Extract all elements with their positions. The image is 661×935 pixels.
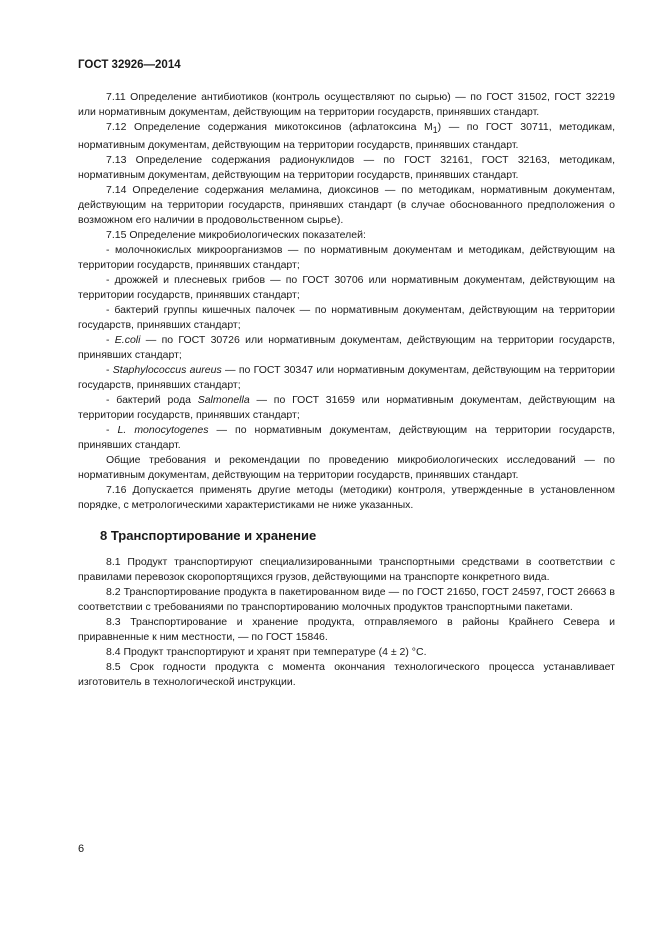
list-item-staphylococcus: [78, 363, 615, 393]
clause-text: 7.12 Определение содержания микотоксинов (афлатоксина M: [106, 121, 433, 133]
clause-8-2: 8.2 Транспортирование продукта в пакетированном виде — по ГОСТ 21650, ГОСТ 24597, ГОСТ 26663 в соответствии с требованиями по транспортированию молочных продуктов транспортными пакетами.: [78, 586, 615, 614]
section-8-title: 8 Транспортирование и хранение: [100, 528, 317, 544]
list-item-lactic: - молочнокислых микроорганизмов — по нормативным документам и методикам, действующим на территории государств, принявших стандарт;: [78, 244, 615, 272]
clause-8-4: 8.4 Продукт транспортируют и хранят при температуре (4 ± 2) °С.: [106, 646, 427, 659]
clause-8-1: 8.1 Продукт транспортируют специализированными транспортными средствами в соответствии с правилами перевозок скоропортящихся грузов, действующими на транспорте конкретного вида.: [78, 556, 615, 584]
clause-7-15: 7.15 Определение микробиологических показателей:: [106, 229, 366, 242]
list-item-yeast: - дрожжей и плесневых грибов — по ГОСТ 30706 или нормативным документам, действующим на территории государств, принявших стандарт;: [78, 274, 615, 302]
organism-name: E.coli: [114, 334, 141, 347]
organism-name: Staphylococcus aureus: [112, 364, 222, 377]
list-text: — по ГОСТ 30347 или нормативным документам, действующим на территории государств, принявших стандарт;: [78, 364, 615, 392]
list-text: — по ГОСТ 31659 или нормативным документам, действующим на территории государств, принявших стандарт;: [78, 394, 615, 422]
list-dash: -: [106, 424, 118, 437]
list-item-listeria: [78, 423, 615, 453]
document-header: ГОСТ 32926—2014: [78, 59, 181, 71]
list-dash: -: [106, 334, 115, 347]
clause-8-3: 8.3 Транспортирование и хранение продукта, отправляемого в районы Крайнего Севера и приравненные к ним местности, — по ГОСТ 15846.: [78, 616, 615, 644]
clause-7-13: 7.13 Определение содержания радионуклидов — по ГОСТ 32161, ГОСТ 32163, методикам, нормативным документам, действующим на территории государств, принявших стандарт.: [78, 154, 615, 182]
clause-7-12: [78, 120, 615, 153]
clause-7-11: 7.11 Определение антибиотиков (контроль осуществляют по сырью) — по ГОСТ 31502, ГОСТ 32219 или нормативным документам, действующим на территории государств, принявших стандарт.: [78, 91, 615, 118]
page-number: 6: [78, 843, 85, 855]
clause-text: ) — по ГОСТ 30711, методикам, нормативным документам, действующим на территории государств, принявших стандарт.: [78, 121, 615, 152]
list-item-coliform: - бактерий группы кишечных палочек — по нормативным документам, действующим на территории государств, принявших стандарт;: [78, 304, 615, 332]
list-dash: -: [106, 364, 113, 377]
organism-name: L. monocytogenes: [117, 424, 209, 437]
general-requirements: Общие требования и рекомендации по проведению микробиологических исследований — по нормативным документам, действующим на территории государств, принявших стандарт.: [78, 454, 615, 482]
clause-8-5: 8.5 Срок годности продукта с момента окончания технологического процесса устанавливает изготовитель в технологической инструкции.: [78, 661, 615, 689]
list-item-salmonella: [78, 393, 615, 423]
clause-7-16: 7.16 Допускается применять другие методы (методики) контроля, утвержденные в установленном порядке, с метрологическими характеристиками не ниже указанных.: [78, 484, 615, 512]
list-text: — по нормативным документам, действующим на территории государств, принявших стандарт.: [78, 424, 615, 452]
subscript: 1: [432, 125, 438, 136]
list-text: — по ГОСТ 30726 или нормативным документам, действующим на территории государств, принявших стандарт;: [78, 334, 615, 362]
list-text: - бактерий рода: [106, 394, 198, 407]
organism-name: Salmonella: [197, 394, 250, 407]
list-item-ecoli: [78, 333, 615, 363]
clause-7-14: 7.14 Определение содержания меламина, диоксинов — по методикам, нормативным документам, действующим на территории государств, принявших стандарт (в случае обоснованного предположения о возможном его наличии в продовольственном сырье).: [78, 184, 615, 227]
page-content: [78, 90, 615, 690]
